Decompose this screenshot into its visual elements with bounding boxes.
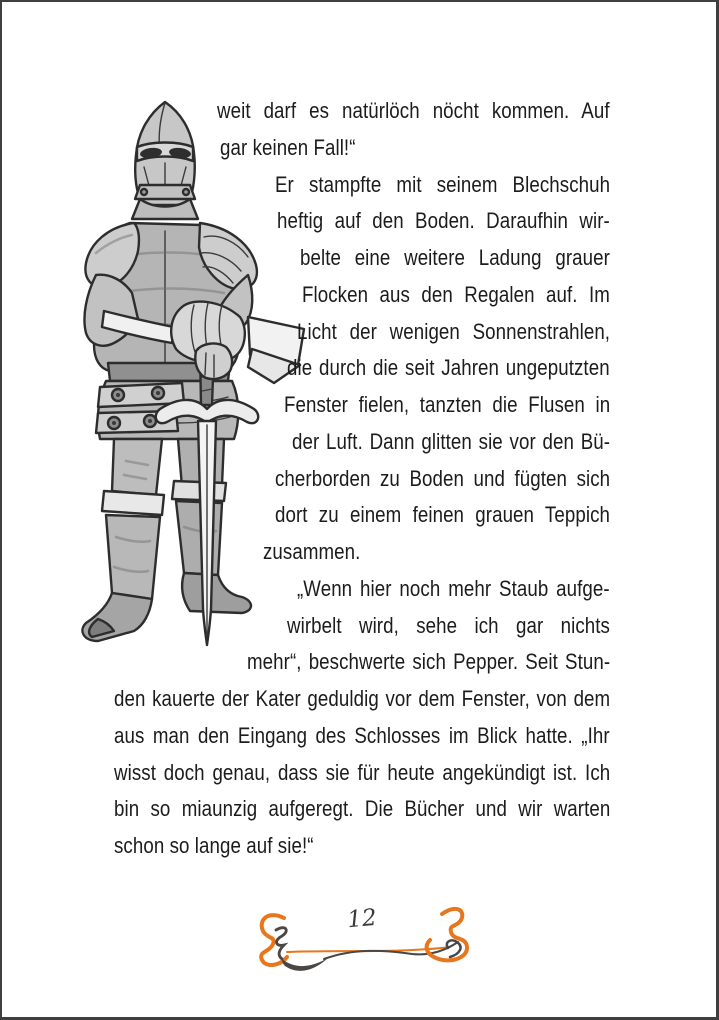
text-line: cherborden zu Boden und fügten sich [275,465,611,491]
ornament-right-curl [447,940,461,957]
text-line: der Luft. Dann glitten sie vor den Bü- [292,428,611,454]
ornament-left-squiggle [276,928,286,959]
text-line: wisst doch genau, dass sie für heute angekündigt ist. Ich [114,759,611,785]
text-line: Fenster fielen, tanzten die Flusen in [284,392,611,417]
text-line: belte eine weitere Ladung grauer [300,245,610,270]
text-line: Flocken aus den Regalen auf. Im [302,281,610,307]
text-line: Licht der wenigen Sonnenstrahlen, [297,318,611,344]
story-text [2,2,719,1020]
text-line: bin so miaunzig aufgeregt. Die Bücher und wir warten [114,796,611,822]
page-number: 12 [346,904,378,934]
text-line: schon so lange auf sie!“ [114,833,314,858]
text-line: gar keinen Fall!“ [220,134,356,160]
text-line: dort zu einem feinen grauen Teppich [275,502,610,528]
text-line: weit darf es natürlöch nöcht kommen. Auf [217,98,610,123]
text-line: mehr“, beschwerte sich Pepper. Seit Stun- [247,649,611,675]
text-line: zusammen. [263,539,361,564]
ornament-dark-swash [282,958,328,971]
text-line: die durch die seit Jahren ungeputzten [287,355,610,381]
text-line: Er stampfte mit seinem Blechschuh [275,171,611,197]
text-line: wirbelt wird, sehe ich gar nichts [287,612,610,638]
text-line: „Wenn hier noch mehr Staub aufge- [297,575,610,601]
text-line: den kauerte der Kater geduldig vor dem Fenster, von dem [114,686,611,711]
text-line: heftig auf den Boden. Daraufhin wir- [277,208,610,234]
ornament-left-flourish [261,915,287,965]
text-line: aus man den Eingang des Schlosses im Blick hatte. „Ihr [114,722,610,748]
